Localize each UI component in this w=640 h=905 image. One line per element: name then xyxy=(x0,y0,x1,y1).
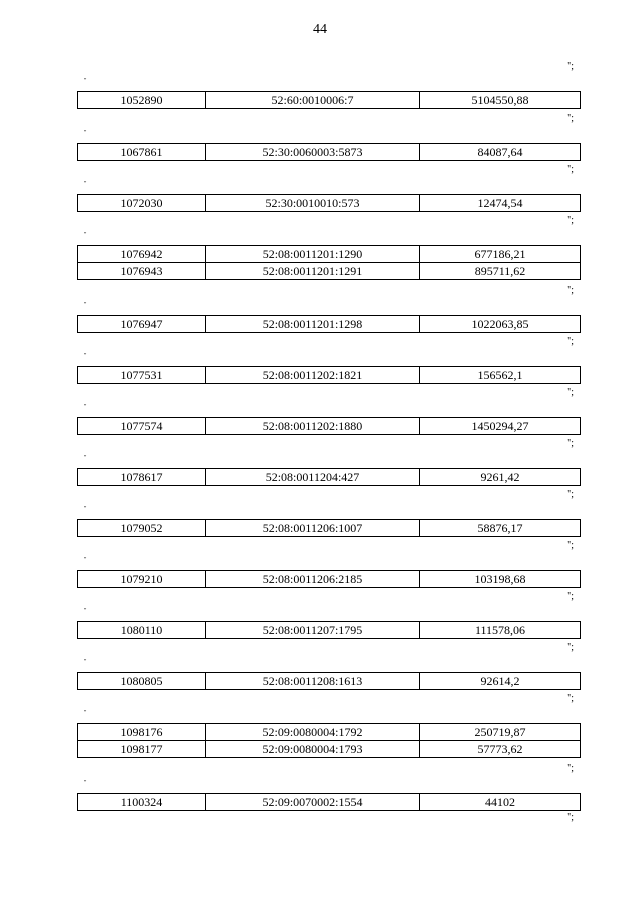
opening-quote-mark: " xyxy=(84,659,87,665)
cadastral-number-cell: 52:08:0011206:2185 xyxy=(206,571,420,588)
table-row xyxy=(78,469,581,486)
record-number-cell: 1080805 xyxy=(78,673,206,690)
record-table xyxy=(77,723,581,758)
cadastral-value-cell: 84087,64 xyxy=(420,144,581,161)
opening-quote-mark: " xyxy=(84,557,87,563)
opening-quote-mark: " xyxy=(84,608,87,614)
record-number-cell: 1078617 xyxy=(78,469,206,486)
cadastral-value-cell: 103198,68 xyxy=(420,571,581,588)
closing-quote-mark: "; xyxy=(567,591,574,602)
record-number-cell: 1098176 xyxy=(78,724,206,741)
record-number-cell: 1076943 xyxy=(78,263,206,280)
opening-quote-mark: " xyxy=(84,353,87,359)
record-number-cell: 1077531 xyxy=(78,367,206,384)
record-number-cell: 1079052 xyxy=(78,520,206,537)
record-table xyxy=(77,519,581,537)
cadastral-number-cell: 52:30:0010010:573 xyxy=(206,195,420,212)
table-row xyxy=(78,418,581,435)
closing-quote-mark: "; xyxy=(567,113,574,124)
record-table xyxy=(77,621,581,639)
closing-quote-mark: "; xyxy=(567,336,574,347)
record-number-cell: 1098177 xyxy=(78,741,206,758)
opening-quote-mark: " xyxy=(84,780,87,786)
cadastral-value-cell: 57773,62 xyxy=(420,741,581,758)
opening-quote-mark: " xyxy=(84,181,87,187)
cadastral-value-cell: 44102 xyxy=(420,794,581,811)
cadastral-number-cell: 52:09:0080004:1792 xyxy=(206,724,420,741)
record-number-cell: 1072030 xyxy=(78,195,206,212)
table-row xyxy=(78,92,581,109)
table-row xyxy=(78,316,581,333)
table-row xyxy=(78,571,581,588)
cadastral-number-cell: 52:08:0011204:427 xyxy=(206,469,420,486)
record-number-cell: 1076947 xyxy=(78,316,206,333)
closing-quote-mark: "; xyxy=(567,642,574,653)
cadastral-value-cell: 5104550,88 xyxy=(420,92,581,109)
record-number-cell: 1076942 xyxy=(78,246,206,263)
cadastral-value-cell: 92614,2 xyxy=(420,673,581,690)
cadastral-number-cell: 52:08:0011202:1880 xyxy=(206,418,420,435)
table-row xyxy=(78,195,581,212)
record-number-cell: 1067861 xyxy=(78,144,206,161)
cadastral-value-cell: 1022063,85 xyxy=(420,316,581,333)
record-table xyxy=(77,91,581,109)
closing-quote-mark: "; xyxy=(567,489,574,500)
opening-quote-mark: " xyxy=(84,404,87,410)
cadastral-number-cell: 52:08:0011206:1007 xyxy=(206,520,420,537)
record-table xyxy=(77,315,581,333)
cadastral-value-cell: 156562,1 xyxy=(420,367,581,384)
cadastral-value-cell: 895711,62 xyxy=(420,263,581,280)
cadastral-number-cell: 52:08:0011207:1795 xyxy=(206,622,420,639)
record-table xyxy=(77,366,581,384)
table-row xyxy=(78,673,581,690)
cadastral-number-cell: 52:30:0060003:5873 xyxy=(206,144,420,161)
closing-quote-mark: "; xyxy=(567,438,574,449)
closing-quote-mark: "; xyxy=(567,61,574,72)
cadastral-number-cell: 52:60:0010006:7 xyxy=(206,92,420,109)
cadastral-number-cell: 52:09:0080004:1793 xyxy=(206,741,420,758)
record-number-cell: 1052890 xyxy=(78,92,206,109)
closing-quote-mark: "; xyxy=(567,285,574,296)
cadastral-number-cell: 52:08:0011201:1298 xyxy=(206,316,420,333)
table-row xyxy=(78,520,581,537)
closing-quote-mark: "; xyxy=(567,693,574,704)
closing-quote-mark: "; xyxy=(567,763,574,774)
cadastral-number-cell: 52:08:0011201:1290 xyxy=(206,246,420,263)
record-table xyxy=(77,194,581,212)
table-row xyxy=(78,724,581,741)
table-row xyxy=(78,367,581,384)
page-number: 44 xyxy=(313,22,327,37)
table-row xyxy=(78,263,581,280)
cadastral-value-cell: 9261,42 xyxy=(420,469,581,486)
table-row xyxy=(78,741,581,758)
record-number-cell: 1079210 xyxy=(78,571,206,588)
opening-quote-mark: " xyxy=(84,232,87,238)
record-number-cell: 1080110 xyxy=(78,622,206,639)
opening-quote-mark: " xyxy=(84,302,87,308)
record-table xyxy=(77,245,581,280)
closing-quote-mark: "; xyxy=(567,387,574,398)
cadastral-value-cell: 58876,17 xyxy=(420,520,581,537)
cadastral-value-cell: 1450294,27 xyxy=(420,418,581,435)
cadastral-number-cell: 52:08:0011202:1821 xyxy=(206,367,420,384)
record-table xyxy=(77,468,581,486)
opening-quote-mark: " xyxy=(84,455,87,461)
closing-quote-mark: "; xyxy=(567,215,574,226)
record-number-cell: 1077574 xyxy=(78,418,206,435)
opening-quote-mark: " xyxy=(84,78,87,84)
closing-quote-mark: "; xyxy=(567,540,574,551)
opening-quote-mark: " xyxy=(84,710,87,716)
cadastral-value-cell: 250719,87 xyxy=(420,724,581,741)
table-row xyxy=(78,144,581,161)
cadastral-number-cell: 52:08:0011201:1291 xyxy=(206,263,420,280)
table-row xyxy=(78,794,581,811)
table-row xyxy=(78,622,581,639)
cadastral-number-cell: 52:08:0011208:1613 xyxy=(206,673,420,690)
cadastral-value-cell: 111578,06 xyxy=(420,622,581,639)
opening-quote-mark: " xyxy=(84,506,87,512)
record-number-cell: 1100324 xyxy=(78,794,206,811)
record-table xyxy=(77,672,581,690)
record-table xyxy=(77,570,581,588)
closing-quote-mark: "; xyxy=(567,164,574,175)
cadastral-number-cell: 52:09:0070002:1554 xyxy=(206,794,420,811)
opening-quote-mark: " xyxy=(84,130,87,136)
cadastral-value-cell: 12474,54 xyxy=(420,195,581,212)
closing-quote-mark: "; xyxy=(567,812,574,823)
cadastral-value-cell: 677186,21 xyxy=(420,246,581,263)
record-table xyxy=(77,793,581,811)
record-table xyxy=(77,417,581,435)
table-row xyxy=(78,246,581,263)
record-table xyxy=(77,143,581,161)
